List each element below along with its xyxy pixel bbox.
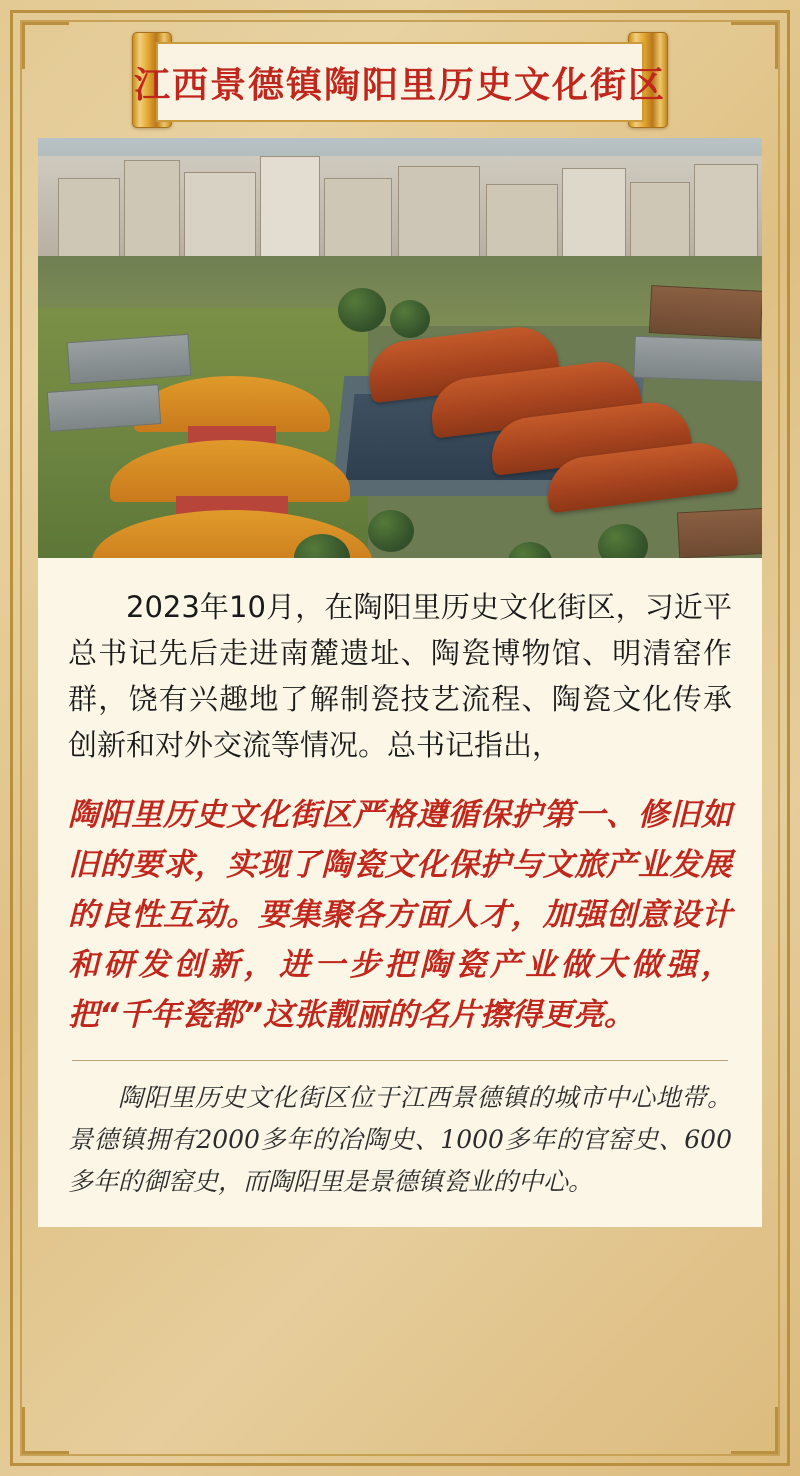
title-plate [134,42,667,122]
photo-building [694,164,758,270]
photo-tree [598,524,648,558]
photo-tree [508,542,552,558]
content-column [38,24,762,1450]
photo-building [562,168,626,270]
title-banner [60,24,740,134]
photo-grey-roof [47,384,162,432]
hero-photo [38,138,762,558]
article-quote: 陶阳里历史文化街区严格遵循保护第一、修旧如旧的要求，实现了陶瓷文化保护与文旅产业发展的良性互动。要集聚各方面人才，加强创意设计和研发创新，进一步把陶瓷产业做大做强，把“千年瓷都”这张靓丽的名片擦得更亮。 [68,797,732,1033]
photo-tree [390,300,430,338]
photo-building [398,166,480,268]
photo-brown-roof [677,508,762,558]
photo-grey-roof [633,336,762,383]
photo-building [260,156,320,270]
article-note: 陶阳里历史文化街区位于江西景德镇的城市中心地带。景德镇拥有2000多年的冶陶史、1000多年的官窑史、600多年的御窑史，而陶阳里是景德镇瓷业的中心。 [68,1083,732,1196]
article-body [38,558,762,1227]
photo-grey-roof [67,334,192,384]
page-title: 江西景德镇陶阳里历史文化街区 [134,64,667,106]
photo-tree [368,510,414,552]
photo-tree [338,288,386,332]
photo-building [124,160,180,270]
article-lead-paragraph: 2023年10月，在陶阳里历史文化街区，习近平总书记先后走进南麓遗址、陶瓷博物馆、明清窑作群，饶有兴趣地了解制瓷技艺流程、陶瓷文化传承创新和对外交流等情况。总书记指出， [68,590,732,762]
section-divider [72,1060,728,1061]
photo-brown-roof [649,285,762,339]
